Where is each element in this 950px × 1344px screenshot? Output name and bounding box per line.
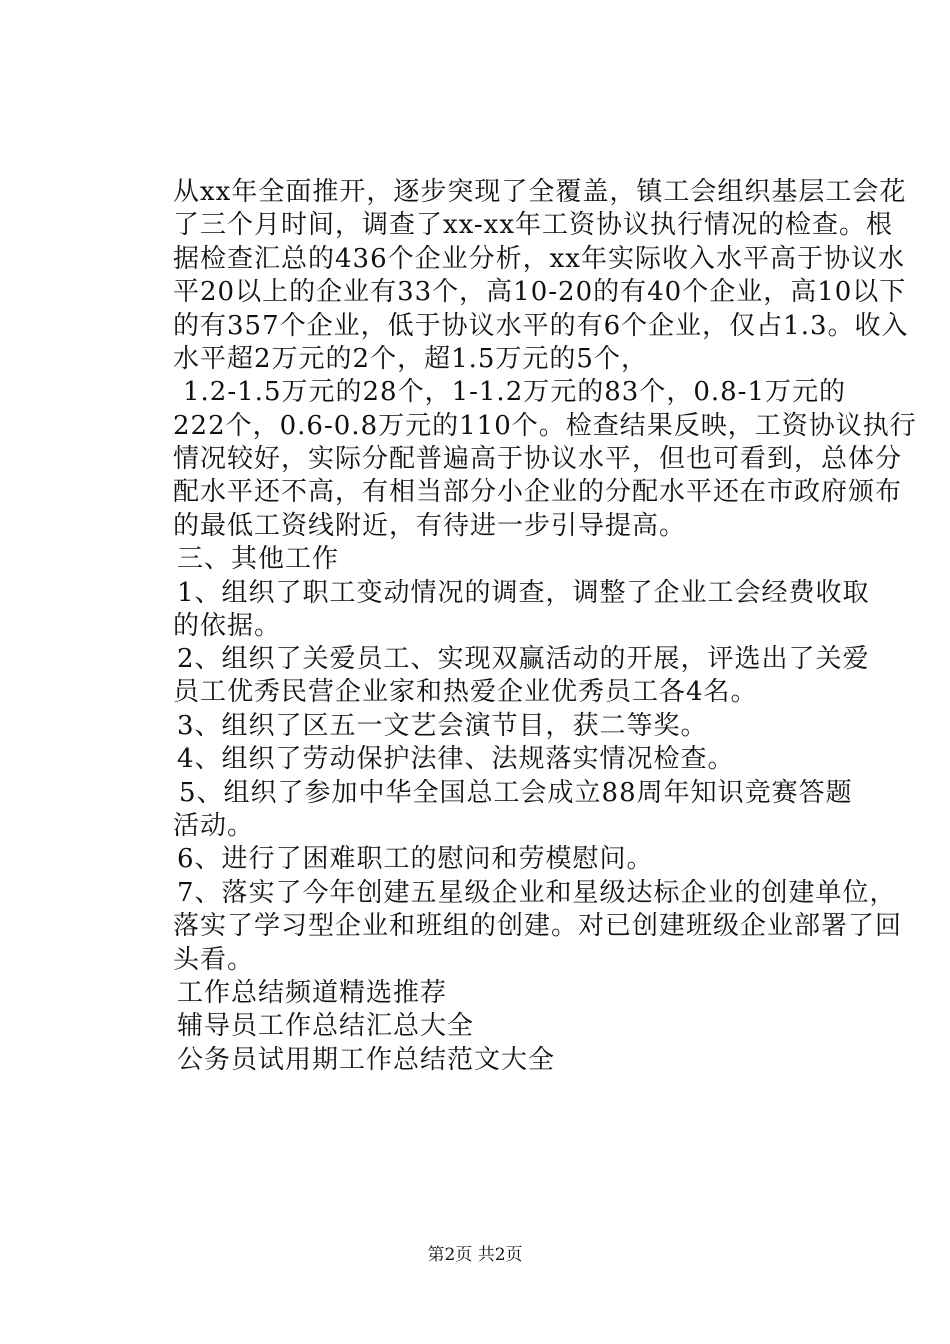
list-item-5-line-1: 5、组织了参加中华全国总工会成立88周年知识竞赛答题 (179, 778, 853, 808)
list-item-1-line-2: 的依据。 (173, 611, 282, 641)
list-item-4: 4、组织了劳动保护法律、法规落实情况检查。 (177, 744, 735, 774)
page-number: 第2页 共2页 (427, 1245, 523, 1265)
paragraph-line-11: 的最低工资线附近，有待进一步引导提高。 (173, 511, 687, 541)
paragraph-line-10: 配水平还不高，有相当部分小企业的分配水平还在市政府颁布 (173, 477, 903, 507)
list-item-2-line-2: 员工优秀民营企业家和热爱企业优秀员工各4名。 (173, 677, 758, 707)
list-item-7-line-2: 落实了学习型企业和班组的创建。对已创建班级企业部署了回 (173, 911, 903, 941)
recommend-link-2[interactable]: 公务员试用期工作总结范文大全 (177, 1045, 556, 1075)
list-item-2-line-1: 2、组织了关爱员工、实现双赢活动的开展，评选出了关爱 (177, 644, 870, 674)
recommend-heading: 工作总结频道精选推荐 (177, 978, 448, 1008)
paragraph-line-8: 222个，0.6-0.8万元的110个。检查结果反映，工资协议执行 (173, 411, 917, 441)
list-item-6: 6、进行了困难职工的慰问和劳模慰问。 (177, 844, 654, 874)
paragraph-line-1: 从xx年全面推开，逐步突现了全覆盖，镇工会组织基层工会花 (173, 177, 907, 207)
list-item-5-line-2: 活动。 (173, 811, 255, 841)
list-item-1-line-1: 1、组织了职工变动情况的调查，调整了企业工会经费收取 (177, 578, 870, 608)
recommend-link-1[interactable]: 辅导员工作总结汇总大全 (177, 1011, 475, 1041)
list-item-7-line-3: 头看。 (173, 945, 255, 975)
paragraph-line-5: 的有357个企业，低于协议水平的有6个企业，仅占1.3。收入 (173, 311, 909, 341)
list-item-7-line-1: 7、落实了今年创建五星级企业和星级达标企业的创建单位， (177, 878, 897, 908)
paragraph-line-4: 平20以上的企业有33个，高10-20的有40个企业，高10以下 (173, 277, 907, 307)
paragraph-line-6: 水平超2万元的2个，超1.5万元的5个， (173, 344, 648, 374)
paragraph-line-7: 1.2-1.5万元的28个，1-1.2万元的83个，0.8-1万元的 (183, 377, 847, 407)
section-heading: 三、其他工作 (177, 544, 340, 574)
paragraph-line-2: 了三个月时间，调查了xx-xx年工资协议执行情况的检查。根 (173, 210, 893, 240)
list-item-3: 3、组织了区五一文艺会演节目，获二等奖。 (177, 711, 708, 741)
paragraph-line-3: 据检查汇总的436个企业分析，xx年实际收入水平高于协议水 (173, 244, 905, 274)
paragraph-line-9: 情况较好，实际分配普遍高于协议水平，但也可看到，总体分 (173, 444, 903, 474)
